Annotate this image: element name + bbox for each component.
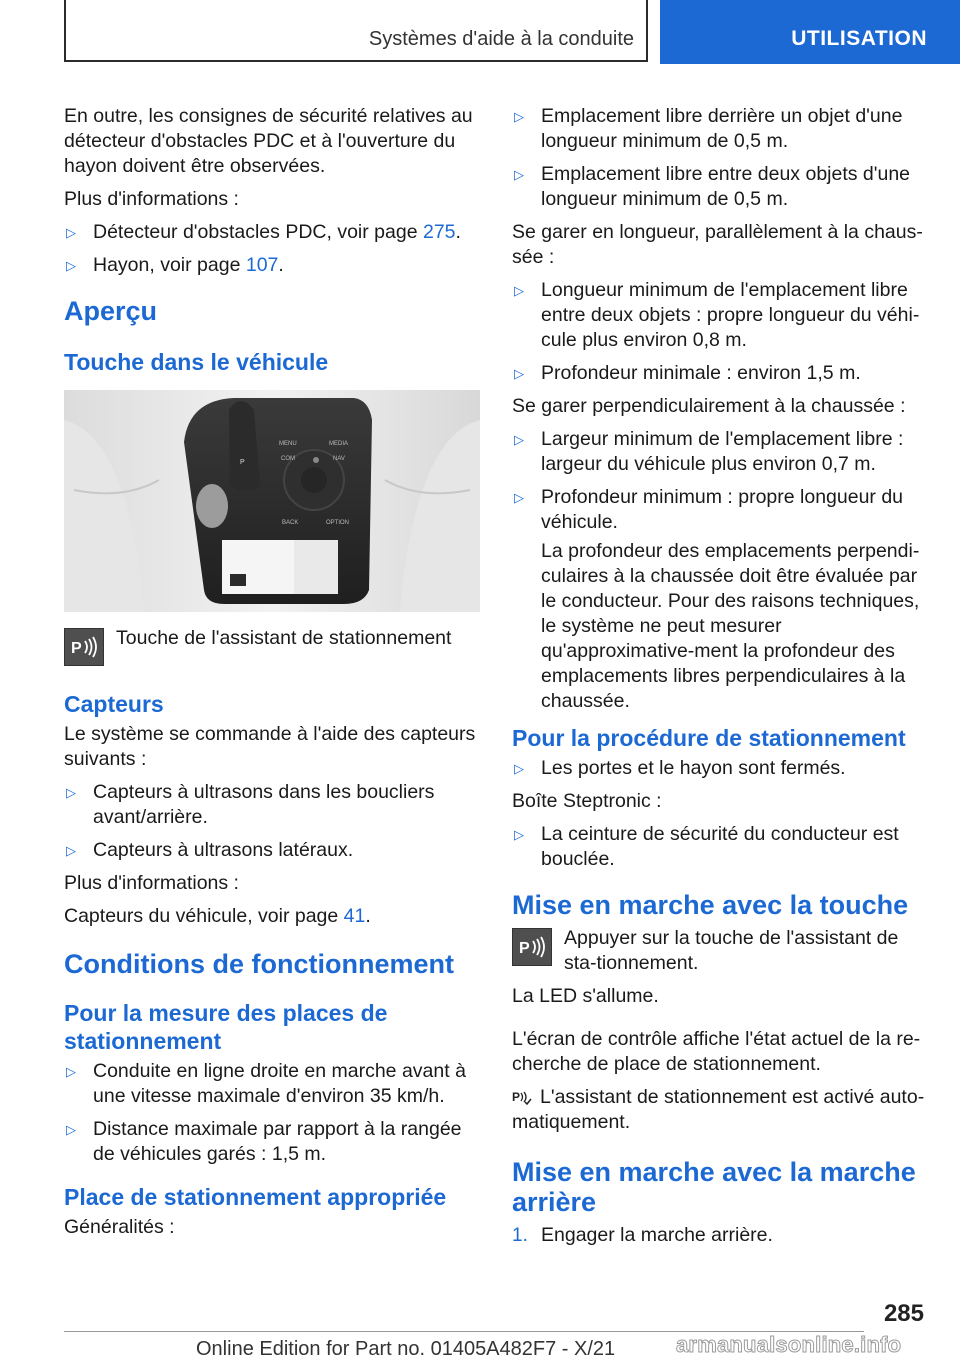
list-item: 1. Engager la marche arrière. [512,1224,773,1246]
section-title: Systèmes d'aide à la conduite [368,28,634,50]
perpendicular-list [512,427,926,714]
photo-label-com: COM [281,456,295,462]
triangle-bullet-icon: ▷ [514,366,524,381]
active-text: P L'assistant de stationnement est activé auto-matiquement. [512,1086,925,1133]
triangle-bullet-icon: ▷ [514,283,524,298]
more-info-label: Plus d'informations : [64,872,239,894]
generalites-list [512,104,926,212]
step-list [512,1223,926,1248]
triangle-bullet-icon: ▷ [514,109,524,124]
list-item: ▷ Détecteur d'obstacles PDC, voir page 275. [66,221,461,243]
heading-place-appropriee: Place de stationnement appropriée [64,1184,447,1210]
page-header [0,0,960,66]
mesure-list [64,1059,484,1167]
list-item: ▷ Profondeur minimale : environ 1,5 m. [514,362,861,384]
steptronic-list [512,822,926,872]
ecran-text: L'écran de contrôle affiche l'état actuel de la re-cherche de place de stationnement. [512,1028,921,1075]
list-item: ▷ Conduite en ligne droite en marche avant à une vitesse maximale d'environ 35 km/h. [66,1060,466,1107]
parallel-list [512,278,926,386]
triangle-bullet-icon: ▷ [66,843,76,858]
generalites-label: Généralités : [64,1216,175,1238]
triangle-bullet-icon: ▷ [514,490,524,505]
heading-touche-vehicule: Touche dans le véhicule [64,349,329,375]
parallel-intro: Se garer en longueur, parallèlement à la chaus-sée : [512,221,923,268]
heading-procedure: Pour la procédure de stationnement [512,725,906,751]
triangle-bullet-icon: ▷ [66,225,76,240]
photo-label-nav: NAV [333,456,345,462]
icon-caption: Touche de l'assistant de stationnement [116,627,452,649]
photo-label-media: MEDIA [329,441,349,447]
press-text: Appuyer sur la touche de l'assistant de sta-tionnement. [564,927,899,974]
list-item: ▷ La ceinture de sécurité du conducteur est bouclée. [514,823,899,870]
reference-list [64,220,484,278]
heading-marche-touche: Mise en marche avec la touche [512,890,909,920]
svg-text:P: P [512,1090,521,1104]
edition-text: Online Edition for Part no. 01405A482F7 - X/21 [196,1338,616,1360]
left-column [64,104,484,1248]
list-item: ▷ Les portes et le hayon sont fermés. [514,757,846,779]
heading-mesure-places: Pour la mesure des places de stationnement [64,1000,388,1054]
heading-marche-arriere: Mise en marche avec la marche arrière [512,1157,916,1217]
photo-label-option: OPTION [326,520,350,526]
step-number: 1. [512,1225,528,1246]
led-text: La LED s'allume. [512,985,659,1007]
parking-key-caption [64,626,484,670]
list-item: ▷ Distance maximale par rapport à la rangée de véhicules garés : 1,5 m. [66,1118,462,1165]
heading-conditions: Conditions de fonctionnement [64,949,454,979]
heading-capteurs: Capteurs [64,691,164,717]
list-item: ▷ Capteurs à ultrasons latéraux. [66,839,354,861]
triangle-bullet-icon: ▷ [514,167,524,182]
capteurs-intro: Le système se commande à l'aide des capteurs suivants : [64,723,476,770]
list-item: ▷ Capteurs à ultrasons dans les boucliers avant/arrière. [66,781,435,828]
capteurs-list [64,780,484,863]
watermark: armanualsonline.info [676,1332,902,1357]
parking-assistant-active-icon [512,1088,532,1106]
chapter-label: UTILISATION [791,27,927,50]
triangle-bullet-icon: ▷ [514,432,524,447]
page-link[interactable]: 107 [245,254,279,276]
intro-paragraph: En outre, les consignes de sécurité relatives au détecteur d'obstacles PDC et à l'ouverture du hayon doivent être observées. [64,105,473,177]
gear-selector-photo [64,390,480,612]
list-item: ▷ Hayon, voir page 107. [66,254,284,276]
photo-label-menu: MENU [279,441,297,447]
page-link[interactable]: 275 [422,221,456,243]
capteurs-reference: Capteurs du véhicule, voir page 41. [64,905,371,927]
photo-label-back: BACK [282,520,299,526]
photo-label-p: P [240,459,245,466]
procedure-list [512,756,926,781]
chapter-tab [660,0,960,64]
list-item: ▷ Profondeur minimum : propre longueur du véhicule. La profondeur des emplacements perpendi-culaires à la chaussée doit être évaluée par le conducteur. Pour des raisons techniques, le système ne peut mesurer qu'approximative-ment la profondeur des emplacements libres perpendiculaires à la chaussée. [512,485,926,714]
list-item: ▷ Emplacement libre entre deux objets d'une longueur minimum de 0,5 m. [514,163,911,210]
triangle-bullet-icon: ▷ [66,785,76,800]
triangle-bullet-icon: ▷ [66,258,76,273]
svg-text:P: P [519,940,530,957]
parking-assistant-icon [512,928,552,966]
page-footer [0,1290,960,1362]
heading-apercu: Aperçu [64,296,158,326]
perpendicular-note: La profondeur des emplacements perpendi-culaires à la chaussée doit être évaluée par le conducteur. Pour des raisons techniques, le système ne peut mesurer qu'approximative-ment la profondeur des emplacements libres perpendiculaires à la chaussée. [541,540,920,712]
more-info-label: Plus d'informations : [64,188,239,210]
page-number: 285 [883,1300,924,1327]
steptronic-label: Boîte Steptronic : [512,790,662,812]
press-button-instruction [512,926,926,976]
right-column [512,104,926,1256]
perpendicular-intro: Se garer perpendiculairement à la chaussée : [512,395,906,417]
list-item: ▷ Largeur minimum de l'emplacement libre : largeur du véhicule plus environ 0,7 m. [514,428,904,475]
triangle-bullet-icon: ▷ [514,761,524,776]
triangle-bullet-icon: ▷ [514,827,524,842]
svg-text:P: P [71,640,82,657]
parking-assistant-icon [64,628,104,666]
list-item: ▷ Emplacement libre derrière un objet d'une longueur minimum de 0,5 m. [514,105,903,152]
triangle-bullet-icon: ▷ [66,1122,76,1137]
header-section-box [64,0,648,62]
page-link[interactable]: 41 [343,905,366,927]
list-item: ▷ Longueur minimum de l'emplacement libre entre deux objets : propre longueur du véhi-cule plus environ 0,8 m. [514,279,920,351]
triangle-bullet-icon: ▷ [66,1064,76,1079]
